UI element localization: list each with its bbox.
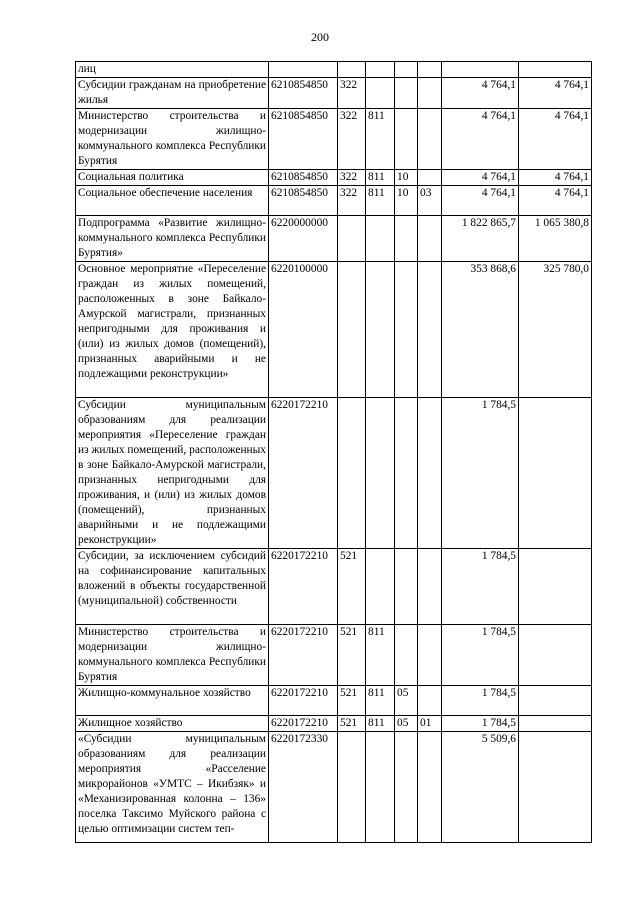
expense-type-cell (338, 262, 366, 398)
table-row (76, 716, 592, 732)
target-article-cell: 6210854850 (269, 109, 338, 170)
section-cell: 05 (395, 686, 418, 716)
table-row (76, 625, 592, 686)
item-name-cell: Социальное обеспечение населения (76, 186, 269, 216)
expense-type-cell (338, 62, 366, 78)
expense-type-cell: 521 (338, 716, 366, 732)
item-name-cell: Основное мероприятие «Переселение граждан из жилых помещений, расположенных в зоне Байкало-Амурской магистрали, признанных непригодными для проживания и (или) из жилых домов (помещений), признанных аварийными и не подлежащими реконструкции» (76, 262, 269, 398)
subsection-cell: 01 (418, 716, 442, 732)
expense-type-cell: 521 (338, 549, 366, 625)
expense-type-cell: 322 (338, 186, 366, 216)
expense-type-cell: 521 (338, 686, 366, 716)
amount-year2-cell (519, 625, 592, 686)
section-cell (395, 216, 418, 262)
chief-manager-cell: 811 (366, 716, 395, 732)
item-name-cell: Министерство строительства и модернизации жилищно-коммунального комплекса Республики Бурятия (76, 625, 269, 686)
section-cell (395, 732, 418, 843)
item-name-cell: Субсидии, за исключением субсидий на софинансирование капитальных вложений в объекты государственной (муниципальной) собственности (76, 549, 269, 625)
target-article-cell: 6220100000 (269, 262, 338, 398)
chief-manager-cell (366, 549, 395, 625)
target-article-cell: 6210854850 (269, 78, 338, 109)
expense-type-cell: 322 (338, 78, 366, 109)
expense-type-cell (338, 216, 366, 262)
section-cell (395, 109, 418, 170)
amount-year1-cell: 4 764,1 (442, 109, 519, 170)
amount-year1-cell: 1 784,5 (442, 716, 519, 732)
amount-year1-cell: 4 764,1 (442, 170, 519, 186)
item-name-cell: Жилищно-коммунальное хозяйство (76, 686, 269, 716)
table-body (76, 62, 592, 843)
expense-type-cell (338, 732, 366, 843)
table-row (76, 216, 592, 262)
section-cell: 10 (395, 186, 418, 216)
amount-year2-cell (519, 62, 592, 78)
subsection-cell (418, 732, 442, 843)
amount-year1-cell: 1 784,5 (442, 549, 519, 625)
section-cell (395, 549, 418, 625)
amount-year1-cell: 353 868,6 (442, 262, 519, 398)
table-row (76, 62, 592, 78)
table-row (76, 170, 592, 186)
subsection-cell (418, 62, 442, 78)
amount-year2-cell (519, 686, 592, 716)
item-name-cell: Министерство строительства и модернизации жилищно-коммунального комплекса Республики Бурятия (76, 109, 269, 170)
amount-year2-cell: 325 780,0 (519, 262, 592, 398)
amount-year1-cell: 4 764,1 (442, 186, 519, 216)
target-article-cell: 6210854850 (269, 186, 338, 216)
item-name-cell: «Субсидии муниципальным образованиям для реализации мероприятия «Расселение микрорайонов «УМТС – Икибзяк» и «Механизированная колонна – 136» поселка Таксимо Муйского района с целью оптимизации систем теп- (76, 732, 269, 843)
target-article-cell: 6220172210 (269, 625, 338, 686)
amount-year1-cell: 1 784,5 (442, 398, 519, 549)
table-row (76, 398, 592, 549)
amount-year2-cell (519, 732, 592, 843)
expense-type-cell: 322 (338, 109, 366, 170)
item-name-cell: Подпрограмма «Развитие жилищно-коммунального комплекса Республики Бурятия» (76, 216, 269, 262)
chief-manager-cell: 811 (366, 109, 395, 170)
target-article-cell: 6220172210 (269, 549, 338, 625)
chief-manager-cell (366, 78, 395, 109)
table-row (76, 732, 592, 843)
subsection-cell (418, 109, 442, 170)
amount-year1-cell: 1 822 865,7 (442, 216, 519, 262)
target-article-cell: 6220000000 (269, 216, 338, 262)
amount-year2-cell: 4 764,1 (519, 186, 592, 216)
target-article-cell: 6220172210 (269, 716, 338, 732)
section-cell: 05 (395, 716, 418, 732)
item-name-cell: Жилищное хозяйство (76, 716, 269, 732)
target-article-cell: 6220172210 (269, 398, 338, 549)
budget-table (75, 61, 592, 843)
subsection-cell (418, 625, 442, 686)
amount-year1-cell (442, 62, 519, 78)
chief-manager-cell: 811 (366, 686, 395, 716)
chief-manager-cell (366, 732, 395, 843)
target-article-cell: 6220172330 (269, 732, 338, 843)
table-row (76, 186, 592, 216)
item-name-cell: лиц (76, 62, 269, 78)
expense-type-cell: 521 (338, 625, 366, 686)
item-name-cell: Социальная политика (76, 170, 269, 186)
amount-year2-cell: 4 764,1 (519, 109, 592, 170)
subsection-cell: 03 (418, 186, 442, 216)
amount-year2-cell (519, 716, 592, 732)
section-cell: 10 (395, 170, 418, 186)
item-name-cell: Субсидии гражданам на приобретение жилья (76, 78, 269, 109)
amount-year2-cell: 4 764,1 (519, 78, 592, 109)
amount-year1-cell: 1 784,5 (442, 625, 519, 686)
amount-year1-cell: 1 784,5 (442, 686, 519, 716)
target-article-cell (269, 62, 338, 78)
subsection-cell (418, 549, 442, 625)
subsection-cell (418, 170, 442, 186)
chief-manager-cell (366, 216, 395, 262)
chief-manager-cell (366, 262, 395, 398)
amount-year2-cell: 4 764,1 (519, 170, 592, 186)
chief-manager-cell (366, 62, 395, 78)
subsection-cell (418, 398, 442, 549)
page-number: 200 (311, 30, 329, 44)
amount-year2-cell: 1 065 380,8 (519, 216, 592, 262)
amount-year1-cell: 5 509,6 (442, 732, 519, 843)
item-name-cell: Субсидии муниципальным образованиям для реализации мероприятия «Переселение граждан из жилых помещений, расположенных в зоне Байкало-Амурской магистрали, признанных непригодными для проживания, и (или) из жилых домов (помещений), признанных аварийными и не подлежащими реконструкции» (76, 398, 269, 549)
subsection-cell (418, 686, 442, 716)
amount-year1-cell: 4 764,1 (442, 78, 519, 109)
table-row (76, 549, 592, 625)
section-cell (395, 625, 418, 686)
table-row (76, 262, 592, 398)
expense-type-cell (338, 398, 366, 549)
target-article-cell: 6220172210 (269, 686, 338, 716)
subsection-cell (418, 78, 442, 109)
chief-manager-cell (366, 398, 395, 549)
chief-manager-cell: 811 (366, 186, 395, 216)
table-row (76, 78, 592, 109)
table-row (76, 109, 592, 170)
amount-year2-cell (519, 398, 592, 549)
expense-type-cell: 322 (338, 170, 366, 186)
chief-manager-cell: 811 (366, 625, 395, 686)
chief-manager-cell: 811 (366, 170, 395, 186)
section-cell (395, 262, 418, 398)
subsection-cell (418, 262, 442, 398)
amount-year2-cell (519, 549, 592, 625)
target-article-cell: 6210854850 (269, 170, 338, 186)
section-cell (395, 78, 418, 109)
table-row (76, 686, 592, 716)
section-cell (395, 398, 418, 549)
section-cell (395, 62, 418, 78)
subsection-cell (418, 216, 442, 262)
